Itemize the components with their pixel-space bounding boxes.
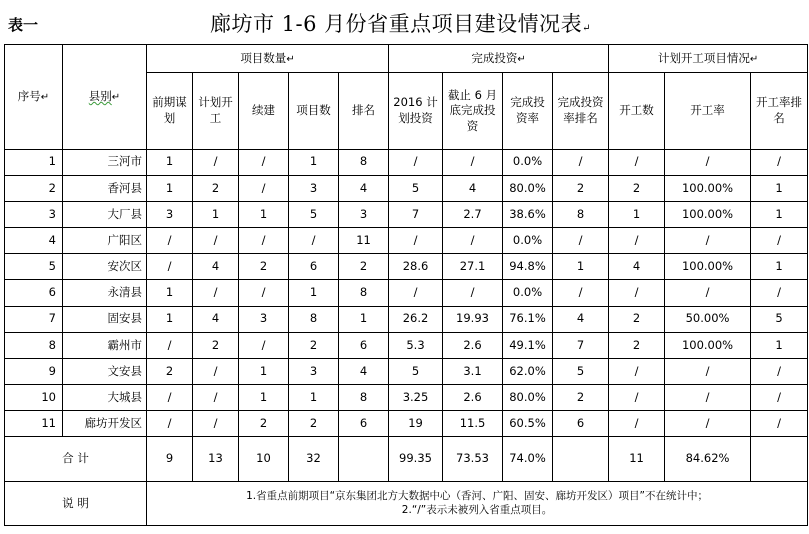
completed-investment: / <box>443 149 503 175</box>
start-rate-rank: 5 <box>751 306 808 332</box>
completion-rate-rank: 2 <box>553 385 609 411</box>
start-rate: / <box>665 385 751 411</box>
started-count: / <box>609 280 665 306</box>
header-continuing: 续建 <box>239 73 289 149</box>
invest-2016: / <box>389 228 443 254</box>
project-rank: 6 <box>339 411 389 437</box>
notes-text <box>147 481 808 525</box>
completion-rate-rank: / <box>553 280 609 306</box>
header-completion-rate: 完成投资率 <box>503 73 553 149</box>
completion-rate-rank: 8 <box>553 201 609 227</box>
total-started-count: 11 <box>609 437 665 481</box>
project-rank: 3 <box>339 201 389 227</box>
completion-rate: 0.0% <box>503 280 553 306</box>
start-rate-rank: / <box>751 280 808 306</box>
completion-rate-rank: / <box>553 149 609 175</box>
planned-start-count: 4 <box>193 254 239 280</box>
project-count: 2 <box>289 332 339 358</box>
completed-investment: 2.6 <box>443 332 503 358</box>
pre-plan-count: 1 <box>147 175 193 201</box>
project-rank: 8 <box>339 280 389 306</box>
continuing-count: / <box>239 332 289 358</box>
project-count: 5 <box>289 201 339 227</box>
completion-rate: 0.0% <box>503 228 553 254</box>
total-invest-2016: 99.35 <box>389 437 443 481</box>
row-index: 4 <box>5 228 63 254</box>
invest-2016: 5 <box>389 358 443 384</box>
table-row <box>5 175 808 201</box>
pre-plan-count: 2 <box>147 358 193 384</box>
planned-start-count: / <box>193 228 239 254</box>
county-name: 安次区 <box>63 254 147 280</box>
start-rate: 100.00% <box>665 175 751 201</box>
planned-start-count: 1 <box>193 201 239 227</box>
table-row <box>5 201 808 227</box>
started-count: 2 <box>609 306 665 332</box>
started-count: 1 <box>609 201 665 227</box>
completion-rate-rank: / <box>553 228 609 254</box>
row-index: 10 <box>5 385 63 411</box>
project-count: 1 <box>289 280 339 306</box>
total-label: 合 计 <box>5 437 147 481</box>
pre-plan-count: / <box>147 411 193 437</box>
project-count: 3 <box>289 358 339 384</box>
start-rate-rank: 1 <box>751 201 808 227</box>
completed-investment: 27.1 <box>443 254 503 280</box>
note-line-1: 1.省重点前期项目“京东集团北方大数据中心（香河、广阳、固安、廊坊开发区）项目”不在统计中； <box>246 490 708 503</box>
county-name: 大城县 <box>63 385 147 411</box>
total-completion-rate: 74.0% <box>503 437 553 481</box>
table-label: 表一 <box>8 16 39 34</box>
total-completed: 73.53 <box>443 437 503 481</box>
header-county: 县别↵ <box>63 45 147 150</box>
total-continuing: 10 <box>239 437 289 481</box>
project-count: 2 <box>289 411 339 437</box>
row-index: 7 <box>5 306 63 332</box>
started-count: / <box>609 358 665 384</box>
start-rate-rank: 1 <box>751 254 808 280</box>
county-name: 三河市 <box>63 149 147 175</box>
started-count: / <box>609 149 665 175</box>
table-row <box>5 254 808 280</box>
project-count: 8 <box>289 306 339 332</box>
completed-investment: 2.7 <box>443 201 503 227</box>
planned-start-count: / <box>193 358 239 384</box>
pre-plan-count: / <box>147 254 193 280</box>
county-name: 文安县 <box>63 358 147 384</box>
total-start-rate: 84.62% <box>665 437 751 481</box>
continuing-count: / <box>239 228 289 254</box>
completion-rate-rank: 7 <box>553 332 609 358</box>
start-rate: / <box>665 358 751 384</box>
total-pre-plan: 9 <box>147 437 193 481</box>
invest-2016: / <box>389 280 443 306</box>
completion-rate: 49.1% <box>503 332 553 358</box>
table-row <box>5 411 808 437</box>
continuing-count: 2 <box>239 411 289 437</box>
completion-rate: 60.5% <box>503 411 553 437</box>
header-planned-start: 计划开工 <box>193 73 239 149</box>
county-name: 霸州市 <box>63 332 147 358</box>
start-rate-rank: / <box>751 411 808 437</box>
row-index: 3 <box>5 201 63 227</box>
total-project-count: 32 <box>289 437 339 481</box>
total-start-rate-rank <box>751 437 808 481</box>
row-index: 9 <box>5 358 63 384</box>
start-rate: 100.00% <box>665 332 751 358</box>
continuing-count: 2 <box>239 254 289 280</box>
row-index: 8 <box>5 332 63 358</box>
invest-2016: / <box>389 149 443 175</box>
start-rate-rank: / <box>751 358 808 384</box>
row-index: 1 <box>5 149 63 175</box>
project-count: 3 <box>289 175 339 201</box>
planned-start-count: 2 <box>193 175 239 201</box>
planned-start-count: 4 <box>193 306 239 332</box>
row-index: 5 <box>5 254 63 280</box>
invest-2016: 26.2 <box>389 306 443 332</box>
table-row <box>5 306 808 332</box>
table-row <box>5 385 808 411</box>
note-line-2: 2.“/”表示未被列入省重点项目。 <box>401 504 553 517</box>
continuing-count: 1 <box>239 358 289 384</box>
pre-plan-count: / <box>147 385 193 411</box>
project-rank: 4 <box>339 175 389 201</box>
header-row-groups <box>5 45 808 73</box>
completed-investment: / <box>443 228 503 254</box>
table-row <box>5 228 808 254</box>
completion-rate: 76.1% <box>503 306 553 332</box>
completed-investment: 11.5 <box>443 411 503 437</box>
completion-rate: 62.0% <box>503 358 553 384</box>
pre-plan-count: / <box>147 228 193 254</box>
row-index: 6 <box>5 280 63 306</box>
header-pre-plan: 前期谋划 <box>147 73 193 149</box>
start-rate-rank: / <box>751 228 808 254</box>
row-index: 11 <box>5 411 63 437</box>
completion-rate: 38.6% <box>503 201 553 227</box>
start-rate-rank: / <box>751 149 808 175</box>
completed-investment: 4 <box>443 175 503 201</box>
pre-plan-count: 1 <box>147 306 193 332</box>
pre-plan-count: 1 <box>147 149 193 175</box>
county-name: 大厂县 <box>63 201 147 227</box>
invest-2016: 28.6 <box>389 254 443 280</box>
completion-rate-rank: 2 <box>553 175 609 201</box>
project-rank: 11 <box>339 228 389 254</box>
start-rate: / <box>665 280 751 306</box>
table-row <box>5 280 808 306</box>
header-project-count: 项目数 <box>289 73 339 149</box>
project-rank: 1 <box>339 306 389 332</box>
start-rate: 100.00% <box>665 254 751 280</box>
completed-investment: / <box>443 280 503 306</box>
total-planned-start: 13 <box>193 437 239 481</box>
table-row <box>5 149 808 175</box>
table-row <box>5 332 808 358</box>
completion-rate: 80.0% <box>503 175 553 201</box>
header-invest-2016: 2016 计划投资 <box>389 73 443 149</box>
start-rate: / <box>665 411 751 437</box>
planned-start-count: / <box>193 385 239 411</box>
project-table <box>4 44 808 526</box>
completion-rate: 94.8% <box>503 254 553 280</box>
project-rank: 4 <box>339 358 389 384</box>
continuing-count: / <box>239 175 289 201</box>
pre-plan-count: / <box>147 332 193 358</box>
pre-plan-count: 1 <box>147 280 193 306</box>
start-rate: 100.00% <box>665 201 751 227</box>
completed-investment: 2.6 <box>443 385 503 411</box>
continuing-count: 1 <box>239 385 289 411</box>
county-name: 廊坊开发区 <box>63 411 147 437</box>
project-count: 6 <box>289 254 339 280</box>
invest-2016: 3.25 <box>389 385 443 411</box>
invest-2016: 7 <box>389 201 443 227</box>
row-index: 2 <box>5 175 63 201</box>
project-rank: 8 <box>339 385 389 411</box>
planned-start-count: / <box>193 280 239 306</box>
page-title: 廊坊市 1-6 月份省重点项目建设情况表↵ <box>210 12 592 36</box>
start-rate: 50.00% <box>665 306 751 332</box>
header-start-rate-rank: 开工率排名 <box>751 73 808 149</box>
completion-rate: 80.0% <box>503 385 553 411</box>
header-group-quantity: 项目数量↵ <box>147 45 389 73</box>
header-rank: 排名 <box>339 73 389 149</box>
completion-rate-rank: 4 <box>553 306 609 332</box>
invest-2016: 5.3 <box>389 332 443 358</box>
started-count: 2 <box>609 332 665 358</box>
county-name: 固安县 <box>63 306 147 332</box>
county-name: 永清县 <box>63 280 147 306</box>
start-rate-rank: 1 <box>751 175 808 201</box>
county-name: 香河县 <box>63 175 147 201</box>
table-row <box>5 358 808 384</box>
completion-rate: 0.0% <box>503 149 553 175</box>
invest-2016: 19 <box>389 411 443 437</box>
invest-2016: 5 <box>389 175 443 201</box>
started-count: / <box>609 411 665 437</box>
notes-label: 说 明 <box>5 481 147 525</box>
header-start-rate: 开工率 <box>665 73 751 149</box>
completed-investment: 3.1 <box>443 358 503 384</box>
planned-start-count: / <box>193 411 239 437</box>
continuing-count: / <box>239 149 289 175</box>
started-count: / <box>609 228 665 254</box>
continuing-count: 1 <box>239 201 289 227</box>
county-name: 广阳区 <box>63 228 147 254</box>
project-count: 1 <box>289 149 339 175</box>
completed-investment: 19.93 <box>443 306 503 332</box>
header-index: 序号↵ <box>5 45 63 150</box>
project-rank: 6 <box>339 332 389 358</box>
continuing-count: / <box>239 280 289 306</box>
start-rate: / <box>665 228 751 254</box>
total-completion-rate-rank <box>553 437 609 481</box>
pre-plan-count: 3 <box>147 201 193 227</box>
notes-row <box>5 481 808 525</box>
project-count: 1 <box>289 385 339 411</box>
project-count: / <box>289 228 339 254</box>
header-completion-rate-rank: 完成投资率排名 <box>553 73 609 149</box>
total-rank <box>339 437 389 481</box>
total-row <box>5 437 808 481</box>
header-group-start: 计划开工项目情况↵ <box>609 45 808 73</box>
continuing-count: 3 <box>239 306 289 332</box>
header-started-count: 开工数 <box>609 73 665 149</box>
completion-rate-rank: 6 <box>553 411 609 437</box>
project-rank: 8 <box>339 149 389 175</box>
completion-rate-rank: 5 <box>553 358 609 384</box>
header-completed-by-june: 截止 6 月底完成投资 <box>443 73 503 149</box>
start-rate-rank: 1 <box>751 332 808 358</box>
project-rank: 2 <box>339 254 389 280</box>
started-count: / <box>609 385 665 411</box>
started-count: 2 <box>609 175 665 201</box>
completion-rate-rank: 1 <box>553 254 609 280</box>
planned-start-count: / <box>193 149 239 175</box>
start-rate: / <box>665 149 751 175</box>
header-group-investment: 完成投资↵ <box>389 45 609 73</box>
started-count: 4 <box>609 254 665 280</box>
planned-start-count: 2 <box>193 332 239 358</box>
start-rate-rank: / <box>751 385 808 411</box>
